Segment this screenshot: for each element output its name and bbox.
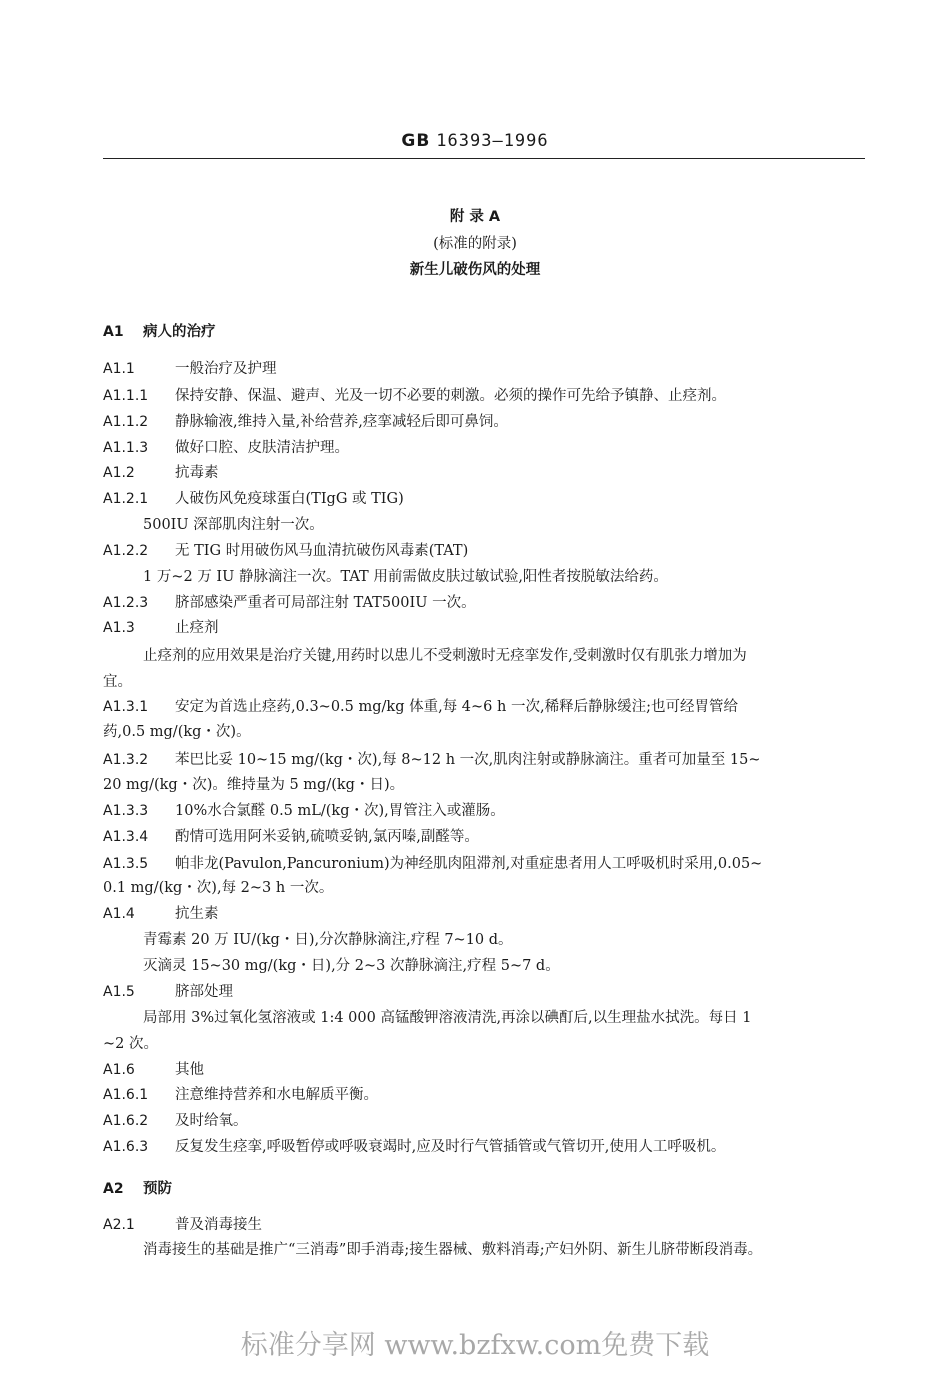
- watermark: 标准分享网 www.bzfxw.com免费下载: [240, 1330, 710, 1361]
- item-a1-6-2: A1.6.2 及时给氧。: [103, 1113, 248, 1129]
- appendix-title: 附 录 A: [449, 209, 501, 225]
- item-a1-3-3: A1.3.3 10%水合氯醛 0.5 mL/(kg・次),胃管注入或灌肠。: [103, 803, 505, 819]
- item-a1-2-1-cont: 500IU 深部肌肉注射一次。: [143, 517, 324, 533]
- item-a1-1-2: A1.1.2 静脉输液,维持入量,补给营养,痉挛减轻后即可鼻饲。: [103, 414, 508, 430]
- a1-5-line1: 局部用 3%过氧化氢溶液或 1:4 000 高锰酸钾溶液清洗,再涂以碘酊后,以生理盐水拭洗。每日 1: [143, 1010, 752, 1026]
- appendix-heading: 新生儿破伤风的处理: [409, 262, 541, 278]
- item-a1-3-5-cont: 0.1 mg/(kg・次),每 2~3 h 一次。: [103, 880, 334, 896]
- item-a1-3-2: A1.3.2 苯巴比妥 10~15 mg/(kg・次),每 8~12 h 一次,肌肉注射或静脉滴注。重者可加量至 15~: [103, 752, 761, 768]
- item-a1-2-3: A1.2.3 脐部感染严重者可局部注射 TAT500IU 一次。: [103, 595, 476, 611]
- item-a1-2: A1.2 抗毒素: [103, 465, 219, 481]
- item-a1-4: A1.4 抗生素: [103, 906, 219, 922]
- item-a1-2-1: A1.2.1 人破伤风免疫球蛋白(TIgG 或 TIG): [103, 491, 404, 507]
- item-a1-6-3: A1.6.3 反复发生痉挛,呼吸暂停或呼吸衰竭时,应及时行气管插管或气管切开,使用人工呼吸机。: [103, 1139, 726, 1155]
- standard-prefix: GB: [401, 131, 431, 151]
- section-a2: A2 预防: [103, 1181, 172, 1197]
- item-a1-1: A1.1 一般治疗及护理: [103, 361, 277, 377]
- item-a1-5: A1.5 脐部处理: [103, 984, 233, 1000]
- standard-code: 16393—1996: [436, 131, 549, 151]
- a1-4-penicillin: 青霉素 20 万 IU/(kg・日),分次静脉滴注,疗程 7~10 d。: [143, 932, 513, 948]
- section-a1: A1 病人的治疗: [103, 324, 216, 340]
- item-a1-1-1: A1.1.1 保持安静、保温、避声、光及一切不必要的刺激。必须的操作可先给予镇静、止痉剂。: [103, 388, 726, 404]
- a1-3-intro-line1: 止痉剂的应用效果是治疗关键,用药时以患儿不受刺激时无痉挛发作,受刺激时仅有肌张力增加为: [143, 648, 747, 664]
- a1-3-intro-line2: 宜。: [103, 674, 132, 690]
- item-a1-3-5: A1.3.5 帕非龙(Pavulon,Pancuronium)为神经肌肉阻滞剂,对重症患者用人工呼吸机时采用,0.05~: [103, 856, 763, 872]
- item-a1-2-2: A1.2.2 无 TIG 时用破伤风马血清抗破伤风毒素(TAT): [103, 543, 469, 559]
- item-a1-3-2-cont: 20 mg/(kg・次)。维持量为 5 mg/(kg・日)。: [103, 777, 405, 793]
- a1-5-line2: ~2 次。: [103, 1036, 158, 1052]
- item-a1-1-3: A1.1.3 做好口腔、皮肤清洁护理。: [103, 440, 349, 456]
- item-a1-2-2-cont: 1 万~2 万 IU 静脉滴注一次。TAT 用前需做皮肤过敏试验,阳性者按脱敏法给药。: [143, 569, 668, 585]
- item-a1-6: A1.6 其他: [103, 1062, 204, 1078]
- header-rule: [103, 158, 865, 159]
- item-a1-3-1: A1.3.1 安定为首选止痉药,0.3~0.5 mg/kg 体重,每 4~6 h 一次,稀释后静脉缓注;也可经胃管给: [103, 699, 738, 715]
- appendix-subtitle: (标准的附录): [433, 236, 517, 252]
- a1-4-metronidazole: 灭滴灵 15~30 mg/(kg・日),分 2~3 次静脉滴注,疗程 5~7 d。: [143, 958, 560, 974]
- item-a2-1: A2.1 普及消毒接生: [103, 1217, 262, 1233]
- page-header: [0, 131, 950, 151]
- item-a1-6-1: A1.6.1 注意维持营养和水电解质平衡。: [103, 1087, 378, 1103]
- item-a1-3: A1.3 止痉剂: [103, 620, 219, 636]
- a2-1-line1: 消毒接生的基础是推广“三消毒”即手消毒;接生器械、敷料消毒;产妇外阴、新生儿脐带断段消毒。: [143, 1242, 763, 1258]
- item-a1-3-4: A1.3.4 酌情可选用阿米妥钠,硫喷妥钠,氯丙嗪,副醛等。: [103, 829, 479, 845]
- item-a1-3-1-cont: 药,0.5 mg/(kg・次)。: [103, 724, 251, 740]
